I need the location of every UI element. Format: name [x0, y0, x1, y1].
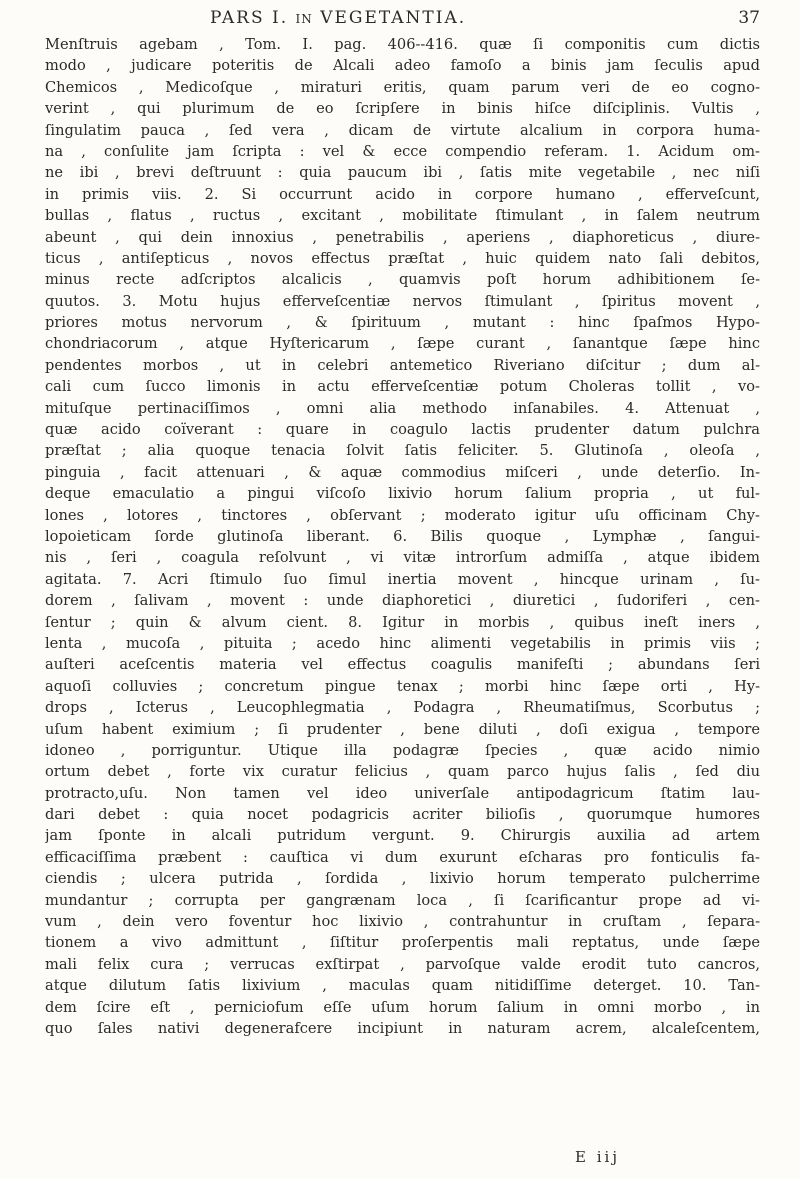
- text-line: dari debet : quia nocet podagricis acriter bilioſis , quorumque humores: [45, 806, 760, 824]
- text-line: quo ſales nativi degenerafcere incipiunt in naturam acrem, alcaleſcentem,: [45, 1019, 760, 1037]
- text-line: pendentes morbos , ut in celebri antemetico Riveriano diſcitur ; dum al-: [45, 356, 760, 374]
- text-line: lenta , mucoſa , pituita ; acedo hinc alimenti vegetabilis in primis viis ;: [45, 634, 760, 652]
- text-line: minus recte adſcriptos alcalicis , quamvis poſt horum adhibitionem ſe-: [45, 271, 760, 289]
- text-line: bullas , flatus , ructus , excitant , mobilitate ſtimulant , in ſalem neutrum: [45, 207, 760, 225]
- text-line: ne ibi , brevi deſtruunt : quia paucum ibi , ſatis mite vegetabile , nec niſi: [45, 164, 760, 182]
- text-line: lones , lotores , tinctores , obſervant ; moderato igitur uſu officinam Chy-: [45, 506, 760, 524]
- text-line: mali felix cura ; verrucas exſtirpat , parvoſque valde erodit tuto cancros,: [45, 955, 760, 973]
- title-vegetantia: VEGETANTIA.: [320, 8, 467, 28]
- text-line: Menſtruis agebam , Tom. I. pag. 406--416. quæ ſi componitis cum dictis: [45, 36, 760, 53]
- text-line: aquoſi colluvies ; concretum pingue tenax ; morbi hinc ſæpe orti , Hy-: [45, 677, 760, 695]
- text-line: dem ſcire eſt , perniciofum eſſe uſum horum ſalium in omni morbo , in: [45, 998, 760, 1016]
- signature-mark: E iij: [575, 1148, 620, 1166]
- text-line: efficaciſſima præbent : cauſtica vi dum exurunt eſcharas pro fonticulis fa-: [45, 848, 760, 866]
- text-line: vum , dein vero foventur hoc lixivio , contrahuntur in cruſtam , ſepara-: [45, 913, 760, 931]
- body-text: [45, 34, 760, 1039]
- text-line: deque emaculatio a pingui viſcoſo lixivio horum ſalium propria , ut ful-: [45, 485, 760, 503]
- text-line: ortum debet , forte vix curatur felicius , quam parco hujus ſalis , ſed diu: [45, 763, 760, 781]
- text-line: drops , Icterus , Leucophlegmatia , Podagra , Rheumatiſmus, Scorbutus ;: [45, 699, 760, 717]
- title-in: IN: [295, 12, 313, 26]
- text-line: quutos. 3. Motu hujus efferveſcentiæ nervos ſtimulant , ſpiritus movent ,: [45, 292, 760, 310]
- text-line: cali cum ſucco limonis in actu efferveſcentiæ potum Choleras tollit , vo-: [45, 378, 760, 396]
- title-pars: PARS I.: [210, 8, 289, 28]
- text-line: idoneo , porriguntur. Utique illa podagræ ſpecies , quæ acido nimio: [45, 741, 760, 759]
- text-line: ſingulatim pauca , ſed vera , dicam de virtute alcalium in corpora huma-: [45, 121, 760, 139]
- text-line: atque dilutum ſatis lixivium , maculas quam nitidiſſime deterget. 10. Tan-: [45, 977, 760, 995]
- text-line: modo , judicare poteritis de Alcali adeo famoſo a binis jam ſeculis apud: [45, 57, 760, 75]
- text-line: protracto,uſu. Non tamen vel ideo univerſale antipodagricum ſtatim lau-: [45, 784, 760, 802]
- text-line: ticus , antiſepticus , novos effectus præſtat , huic quidem nato ſali debitos,: [45, 249, 760, 267]
- text-line: ſentur ; quin & alvum cient. 8. Igitur in morbis , quibus ineſt iners ,: [45, 613, 760, 631]
- text-line: mituſque pertinaciſſimos , omni alia methodo inſanabiles. 4. Attenuat ,: [45, 399, 760, 417]
- text-line: pinguia , facit attenuari , & aquæ commodius miſceri , unde deterſio. In-: [45, 463, 760, 481]
- text-line: uſum habent eximium ; ſi prudenter , bene diluti , doſi exigua , tempore: [45, 720, 760, 738]
- text-line: quæ acido coïverant : quare in coagulo lactis prudenter datum pulchra: [45, 421, 760, 439]
- text-line: tionem a vivo admittunt , ſiſtitur proſerpentis mali reptatus, unde ſæpe: [45, 934, 760, 952]
- text-line: in primis viis. 2. Si occurrunt acido in corpore humano , efferveſcunt,: [45, 185, 760, 203]
- text-line: ciendis ; ulcera putrida , ſordida , lixivio horum temperato pulcherrime: [45, 870, 760, 888]
- text-line: nis , ſeri , coagula reſolvunt , vi vitæ introrſum admiſſa , atque ibidem: [45, 549, 760, 567]
- text-line: præſtat ; alia quoque tenacia ſolvit ſatis feliciter. 5. Glutinoſa , oleoſa ,: [45, 442, 760, 460]
- running-title: [210, 8, 466, 28]
- running-header: [60, 8, 760, 32]
- text-line: abeunt , qui dein innoxius , penetrabilis , aperiens , diaphoreticus , diure-: [45, 228, 760, 246]
- text-line: na , conſulite jam ſcripta : vel & ecce compendio referam. 1. Acidum om-: [45, 142, 760, 160]
- text-line: dorem , ſalivam , movent : unde diaphoretici , diuretici , ſudoriferi , cen-: [45, 592, 760, 610]
- text-line: jam ſponte in alcali putridum vergunt. 9. Chirurgis auxilia ad artem: [45, 827, 760, 845]
- text-line: verint , qui plurimum de eo ſcripſere in binis hiſce diſciplinis. Vultis ,: [45, 100, 760, 118]
- text-line: auſteri aceſcentis materia vel effectus coagulis manifeſti ; abundans ſeri: [45, 656, 760, 674]
- text-line: priores motus nervorum , & ſpirituum , mutant : hinc ſpaſmos Hypo-: [45, 314, 760, 332]
- text-line: lopoieticam ſorde glutinoſa liberant. 6. Bilis quoque , Lymphæ , ſangui-: [45, 527, 760, 545]
- text-line: mundantur ; corrupta per gangrænam loca , ſi ſcarificantur prope ad vi-: [45, 891, 760, 909]
- text-line: agitata. 7. Acri ſtimulo ſuo ſimul inertia movent , hincque urinam , ſu-: [45, 570, 760, 588]
- text-line: chondriacorum , atque Hyſtericarum , ſæpe curant , ſanantque ſæpe hinc: [45, 335, 760, 353]
- page-number: 37: [738, 8, 760, 28]
- text-line: Chemicos , Medicoſque , miraturi eritis, quam parum veri de eo cogno-: [45, 78, 760, 96]
